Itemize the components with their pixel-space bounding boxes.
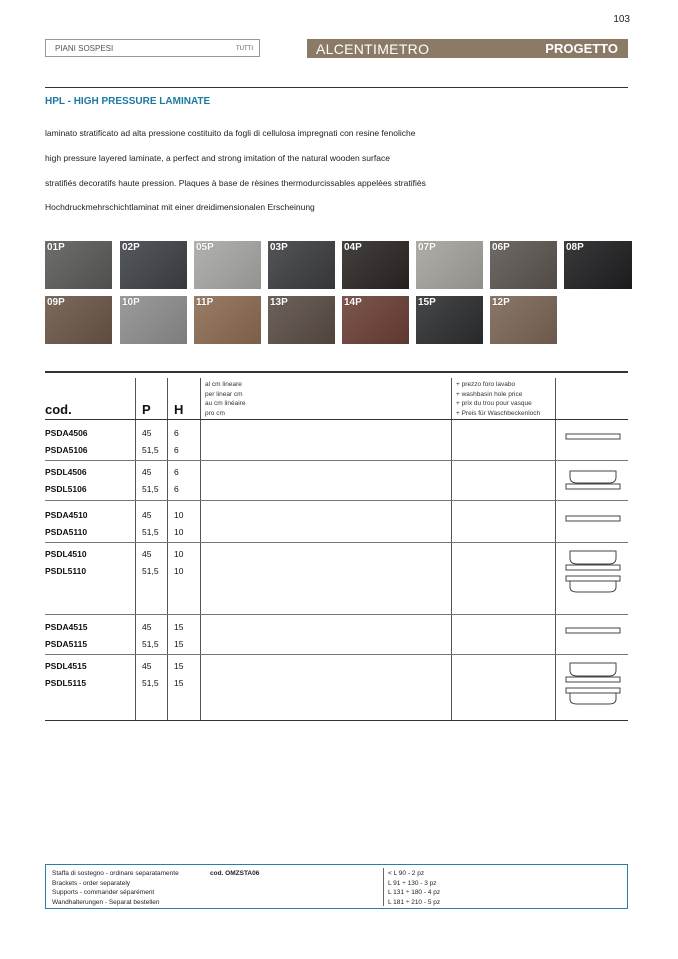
- flat-top-icon: [565, 622, 621, 640]
- footer-quantities: [388, 869, 440, 907]
- header-washbasin-de: + Preis für Waschbeckenloch: [456, 409, 541, 417]
- swatch-06p[interactable]: [490, 241, 557, 289]
- swatch-01p[interactable]: [45, 241, 112, 289]
- footer-qty-2: L 91 ÷ 130 - 3 pz: [388, 879, 437, 887]
- swatch-code: 07P: [418, 242, 436, 253]
- category-label: PIANI SOSPESI: [55, 44, 114, 53]
- cell-p: 51,5: [142, 445, 159, 455]
- header-washbasin-it: + prezzo foro lavabo: [456, 381, 516, 388]
- cell-p: 51,5: [142, 484, 159, 494]
- basin-double-icon: [565, 549, 621, 600]
- swatch-11p[interactable]: [194, 296, 261, 344]
- cell-h: 15: [174, 639, 184, 649]
- cell-h: 10: [174, 566, 184, 576]
- cell-p: 51,5: [142, 527, 159, 537]
- cell-h: 15: [174, 622, 184, 632]
- cell-p: 51,5: [142, 566, 159, 576]
- cell-h: 10: [174, 510, 184, 520]
- column-divider: [200, 378, 201, 721]
- cell-p: 51,5: [142, 678, 159, 688]
- page-number: 103: [613, 14, 630, 25]
- cell-cod: PSDL4510: [45, 549, 87, 559]
- swatch-03p[interactable]: [268, 241, 335, 289]
- footer-brackets-de: Wandhalterungen - Separat bestellen: [52, 898, 160, 906]
- description-de: Hochdruckmehrschichtlaminat mit einer dreidimensionalen Erscheinung: [45, 202, 315, 212]
- column-divider: [167, 378, 168, 721]
- cell-cod: PSDL5106: [45, 484, 87, 494]
- cell-h: 6: [174, 467, 179, 477]
- footer-box: [45, 864, 628, 909]
- cell-h: 10: [174, 527, 184, 537]
- header-washbasin-fr: + prix du trou pour vasque: [456, 400, 532, 407]
- flat-top-icon: [565, 428, 621, 446]
- brand-bar: [307, 39, 628, 58]
- swatch-code: 11P: [196, 297, 214, 308]
- swatch-10p[interactable]: [120, 296, 187, 344]
- cell-h: 15: [174, 661, 184, 671]
- cell-p: 45: [142, 549, 152, 559]
- swatch-15p[interactable]: [416, 296, 483, 344]
- swatch-04p[interactable]: [342, 241, 409, 289]
- cell-cod: PSDL5115: [45, 678, 87, 688]
- footer-brackets-en: Brackets - order separately: [52, 879, 131, 887]
- swatch-code: 10P: [122, 297, 140, 308]
- header-washbasin-en: + washbasin hole price: [456, 390, 523, 398]
- brand-line: PROGETTO: [545, 41, 618, 56]
- header-price-linear-en: per linear cm: [205, 390, 243, 398]
- footer-qty-4: L 181 ÷ 210 - 5 pz: [388, 898, 441, 906]
- swatch-code: 14P: [344, 297, 362, 308]
- swatch-05p[interactable]: [194, 241, 261, 289]
- cell-h: 15: [174, 678, 184, 688]
- cell-cod: PSDA5106: [45, 445, 88, 455]
- footer-qty-1: < L 90 - 2 pz: [388, 870, 425, 877]
- basin-top-icon: [565, 467, 621, 498]
- swatch-code: 09P: [47, 297, 65, 308]
- header-p: P: [142, 402, 151, 417]
- cell-cod: PSDA4510: [45, 510, 88, 520]
- header-price-linear-fr: au cm linéaire: [205, 400, 246, 407]
- cell-h: 10: [174, 549, 184, 559]
- swatch-code: 12P: [492, 297, 510, 308]
- cell-p: 45: [142, 622, 152, 632]
- cell-p: 45: [142, 510, 152, 520]
- row-separator: [45, 500, 628, 501]
- brand-name: ALCENTIMETRO: [316, 41, 430, 57]
- header-h: H: [174, 402, 184, 417]
- column-divider: [135, 378, 136, 721]
- swatch-02p[interactable]: [120, 241, 187, 289]
- footer-code: cod. OMZSTA06: [210, 870, 260, 877]
- swatch-code: 05P: [196, 242, 214, 253]
- cell-cod: PSDA4506: [45, 428, 88, 438]
- cell-cod: PSDA4515: [45, 622, 88, 632]
- table-bottom-rule: [45, 720, 628, 721]
- cell-cod: PSDL4515: [45, 661, 87, 671]
- swatch-09p[interactable]: [45, 296, 112, 344]
- cell-cod: PSDL4506: [45, 467, 87, 477]
- swatch-code: 03P: [270, 242, 288, 253]
- footer-brackets-it: Staffa di sostegno - ordinare separatamente: [52, 870, 179, 877]
- cell-cod: PSDL5110: [45, 566, 87, 576]
- swatch-code: 13P: [270, 297, 288, 308]
- column-divider: [451, 378, 452, 721]
- row-separator: [45, 460, 628, 461]
- header-rule: [45, 419, 628, 420]
- basin-double-icon: [565, 661, 621, 712]
- row-separator: [45, 614, 628, 615]
- swatch-code: 06P: [492, 242, 510, 253]
- swatch-12p[interactable]: [490, 296, 557, 344]
- row-separator: [45, 654, 628, 655]
- cell-cod: PSDA5115: [45, 639, 88, 649]
- swatch-code: 02P: [122, 242, 140, 253]
- header-price-linear: [205, 380, 245, 418]
- footer-divider: [383, 868, 384, 906]
- flat-top-icon: [565, 510, 621, 528]
- header-cod: cod.: [45, 402, 72, 417]
- cell-cod: PSDA5110: [45, 527, 88, 537]
- row-separator: [45, 542, 628, 543]
- cell-p: 45: [142, 428, 152, 438]
- swatch-14p[interactable]: [342, 296, 409, 344]
- swatch-code: 08P: [566, 242, 584, 253]
- category-filter: TUTTI: [236, 46, 253, 52]
- cell-h: 6: [174, 428, 179, 438]
- description-fr: stratifiés decoratifs haute pression. Plaques à base de rèsines thermodurcissables appelèes stratifiès: [45, 178, 426, 188]
- header-rule: [45, 87, 628, 88]
- cell-p: 45: [142, 661, 152, 671]
- footer-brackets: [52, 869, 179, 907]
- footer-brackets-fr: Supports - commander séparément: [52, 889, 155, 896]
- cell-h: 6: [174, 445, 179, 455]
- section-title: HPL - HIGH PRESSURE LAMINATE: [45, 96, 211, 107]
- swatch-code: 04P: [344, 242, 362, 253]
- header-price-linear-de: pro cm: [205, 409, 225, 417]
- cell-h: 6: [174, 484, 179, 494]
- swatch-08p[interactable]: [564, 241, 632, 289]
- cell-p: 45: [142, 467, 152, 477]
- header-price-linear-it: al cm lineare: [205, 381, 242, 388]
- header-washbasin: [456, 380, 540, 418]
- column-divider: [555, 378, 556, 721]
- swatch-13p[interactable]: [268, 296, 335, 344]
- swatch-code: 15P: [418, 297, 436, 308]
- category-box[interactable]: [45, 39, 260, 57]
- swatch-code: 01P: [47, 242, 65, 253]
- table-top-rule: [45, 371, 628, 373]
- cell-p: 51,5: [142, 639, 159, 649]
- swatch-07p[interactable]: [416, 241, 483, 289]
- description-it: laminato stratificato ad alta pressione costituito da fogli di cellulosa impregnati con resine fenoliche: [45, 128, 416, 138]
- footer-qty-3: L 131 ÷ 180 - 4 pz: [388, 889, 441, 896]
- description-en: high pressure layered laminate, a perfect and strong imitation of the natural wooden surface: [45, 153, 390, 163]
